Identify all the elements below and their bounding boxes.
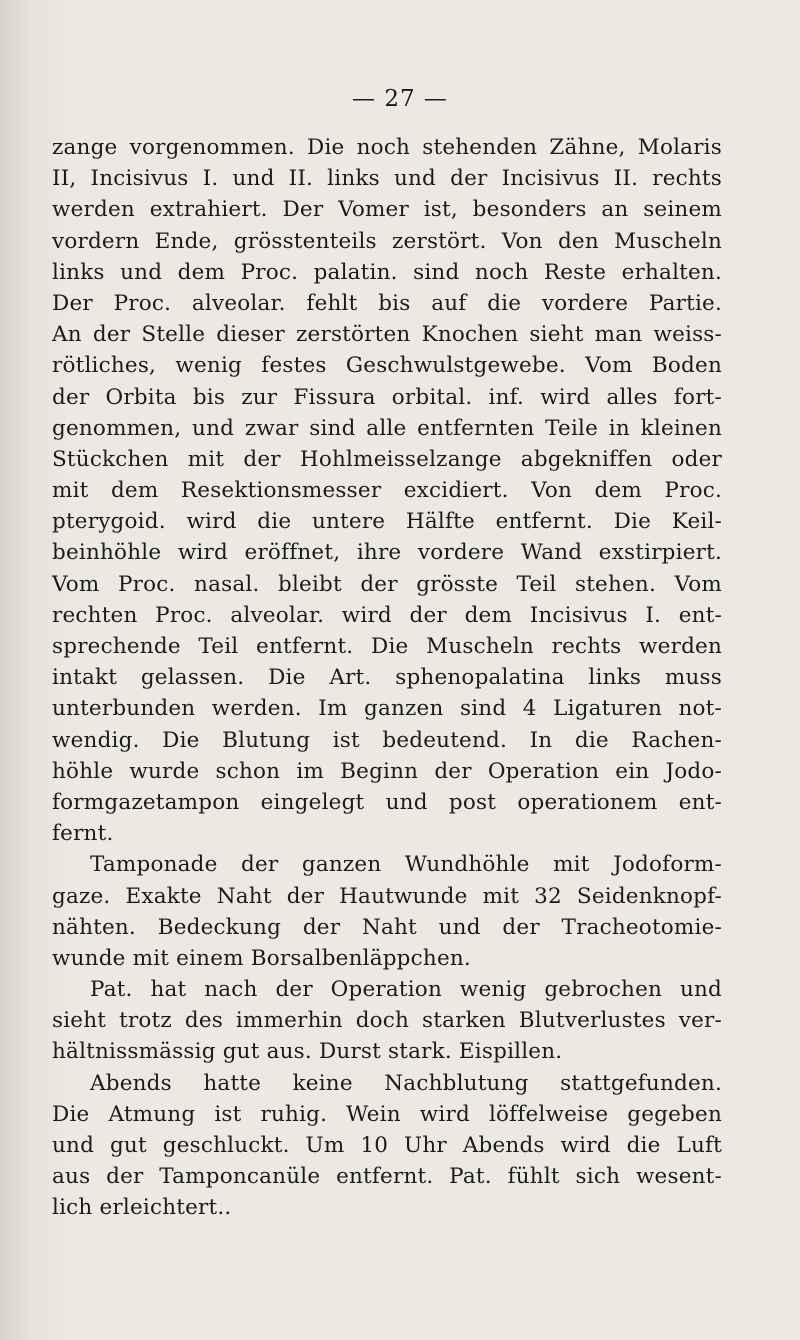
text-line: und gut geschluckt. Um 10 Uhr Abends wird die Luft	[52, 1133, 722, 1158]
text-line: hältnissmässig gut aus. Durst stark. Eispillen.	[52, 1039, 563, 1065]
text-line: Vom Proc. nasal. bleibt der grösste Teil stehen. Vom	[52, 571, 722, 597]
text-line: intakt gelassen. Die Art. sphenopalatina links muss	[52, 665, 722, 691]
text-line: Die Atmung ist ruhig. Wein wird löffelweise gegeben	[52, 1101, 722, 1127]
text-line: nähten. Bedeckung der Naht und der Tracheotomie-	[52, 914, 722, 940]
text-line: wendig. Die Blutung ist bedeutend. In die Rachen-	[52, 727, 722, 753]
text-line: beinhöhle wird eröffnet, ihre vordere Wand exstirpiert.	[52, 540, 722, 566]
text-line: Stückchen mit der Hohlmeisselzange abgekniffen oder	[52, 446, 722, 472]
text-line: zange vorgenommen. Die noch stehenden Zähne, Molaris	[52, 135, 722, 160]
text-line: höhle wurde schon im Beginn der Operation ein Jodo-	[52, 758, 722, 784]
text-line: aus der Tamponcanüle entfernt. Pat. fühlt sich wesent-	[52, 1164, 722, 1190]
text-line: formgazetampon eingelegt und post operationem ent-	[52, 789, 722, 815]
text-line: pterygoid. wird die untere Hälfte entfernt. Die Keil-	[52, 509, 722, 535]
body-text	[52, 132, 722, 1224]
text-line: der Orbita bis zur Fissura orbital. inf. wird alles fort-	[52, 384, 722, 410]
text-line: unterbunden werden. Im ganzen sind 4 Ligaturen not-	[52, 696, 722, 722]
text-line: Pat. hat nach der Operation wenig gebrochen und	[90, 977, 722, 1003]
text-line: genommen, und zwar sind alle entfernten Teile in kleinen	[52, 415, 722, 441]
text-line: rötliches, wenig festes Geschwulstgewebe. Vom Boden	[52, 353, 722, 379]
text-line: werden extrahiert. Der Vomer ist, besonders an seinem	[52, 197, 722, 223]
text-line: sieht trotz des immerhin doch starken Blutverlustes ver-	[52, 1008, 722, 1034]
text-line: rechten Proc. alveolar. wird der dem Incisivus I. ent-	[52, 602, 722, 628]
text-line: fernt.	[52, 821, 114, 847]
text-line: links und dem Proc. palatin. sind noch Reste erhalten.	[52, 259, 722, 285]
text-line: Der Proc. alveolar. fehlt bis auf die vordere Partie.	[52, 290, 722, 316]
text-line: sprechende Teil entfernt. Die Muscheln rechts werden	[52, 634, 722, 659]
text-line: mit dem Resektionsmesser excidiert. Von dem Proc.	[52, 478, 722, 504]
text-line: An der Stelle dieser zerstörten Knochen sieht man weiss-	[52, 322, 722, 348]
text-line: lich erleichtert..	[52, 1195, 232, 1221]
text-line: vordern Ende, grösstenteils zerstört. Von den Muscheln	[52, 228, 722, 254]
text-line: II, Incisivus I. und II. links und der Incisivus II. rechts	[52, 166, 722, 192]
page-number: — 27 —	[352, 86, 448, 112]
text-line: Tamponade der ganzen Wundhöhle mit Jodoform-	[90, 852, 722, 878]
text-line: gaze. Exakte Naht der Hautwunde mit 32 Seidenknopf-	[52, 883, 722, 909]
text-line: Abends hatte keine Nachblutung stattgefunden.	[90, 1070, 722, 1096]
text-line: wunde mit einem Borsalbenläppchen.	[52, 945, 471, 971]
